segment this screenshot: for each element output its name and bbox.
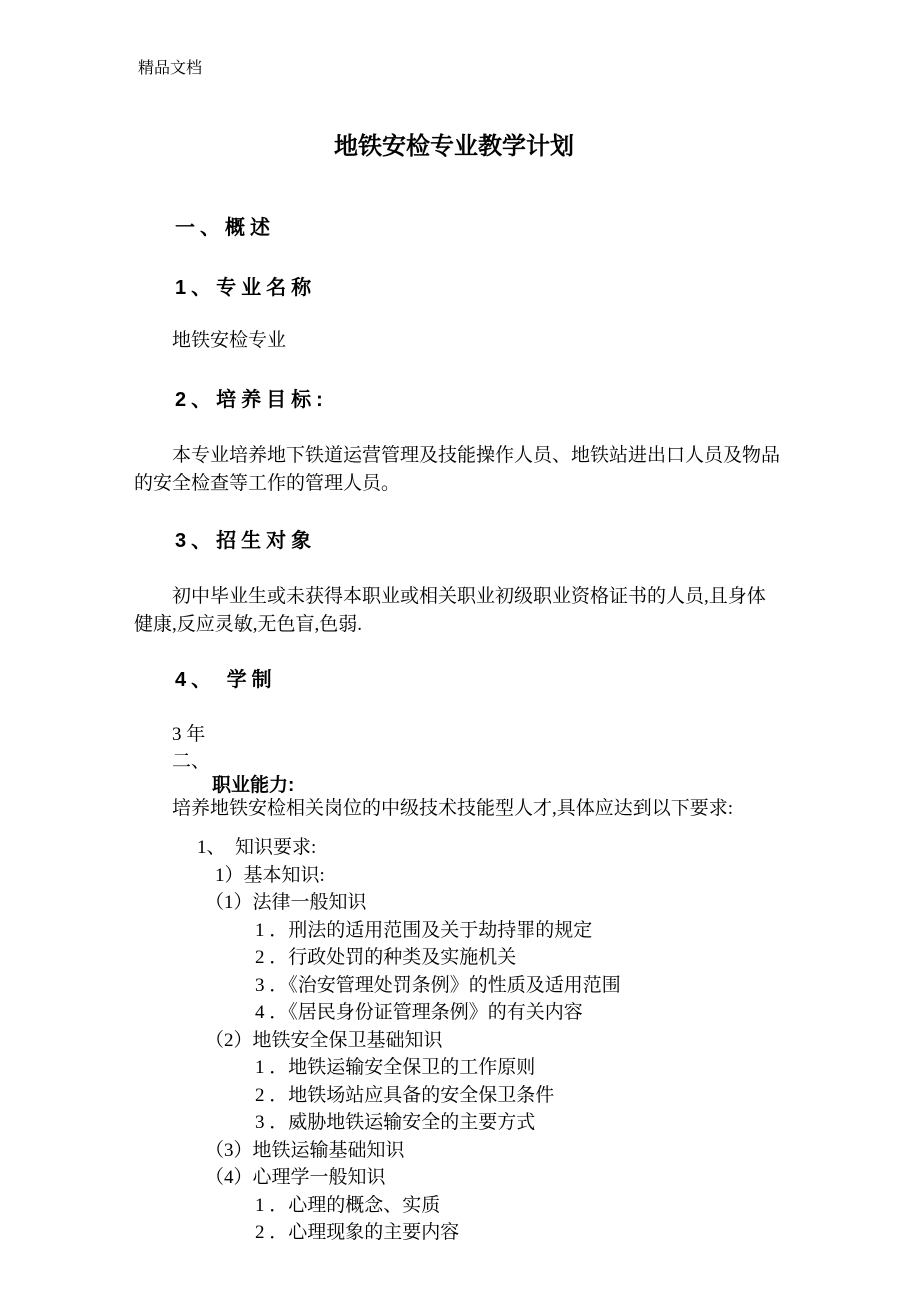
outline-item: 3 ．威胁地铁运输安全的主要方式 [255,1112,536,1133]
part2-intro: 培养地铁安检相关岗位的中级技术技能型人才,具体应达到以下要求: [172,798,734,819]
section-3-heading: 3、招生对象 [175,530,317,552]
section-2-heading: 2、培养目标: [175,389,328,411]
outline-item: 1）基本知识: [215,864,325,886]
knowledge-outline [134,834,834,1247]
section-2-body: 本专业培养地下铁道运营管理及技能操作人员、地铁站进出口人员及物品的安全检查等工作的管理人员。 [134,445,781,494]
section-3-body: 初中毕业生或未获得本职业或相关职业初级职业资格证书的人员,且身体健康,反应灵敏,无色盲,色弱. [134,586,766,635]
outline-item: 4 ．《居民身份证管理条例》的有关内容 [255,1002,583,1023]
section-4-body: 3 年 [172,724,206,745]
outline-item: （4）心理学一般知识 [205,1167,386,1188]
part2-heading: 职业能力: [212,775,295,796]
outline-item: 1 ．刑法的适用范围及关于劫持罪的规定 [255,919,593,941]
outline-item: （3）地铁运输基础知识 [205,1139,405,1161]
outline-item: 1 ．地铁运输安全保卫的工作原则 [255,1057,536,1078]
section-1-heading: 1、专业名称 [175,277,317,299]
outline-item: （2）地铁安全保卫基础知识 [205,1029,443,1051]
outline-item: 2 ．心理现象的主要内容 [255,1222,460,1243]
outline-item: 1 ．心理的概念、实质 [255,1194,441,1216]
section-1-body: 地铁安检专业 [172,330,287,351]
header-note: 精品文档 [138,60,203,77]
outline-item: 2 ．地铁场站应具备的安全保卫条件 [255,1084,555,1106]
outline-item: 1、 知识要求: [197,837,317,858]
outline-item: 2 ．行政处罚的种类及实施机关 [255,947,517,968]
doc-title: 地铁安检专业教学计划 [334,133,574,160]
part2-label: 二、 [172,751,211,772]
outline-item: （1）法律一般知识 [205,892,367,913]
outline-item: 3 ．《治安管理处罚条例》的性质及适用范围 [255,974,621,996]
section-4-heading: 4、 学制 [175,669,277,691]
part1-heading: 一、概述 [175,217,275,239]
